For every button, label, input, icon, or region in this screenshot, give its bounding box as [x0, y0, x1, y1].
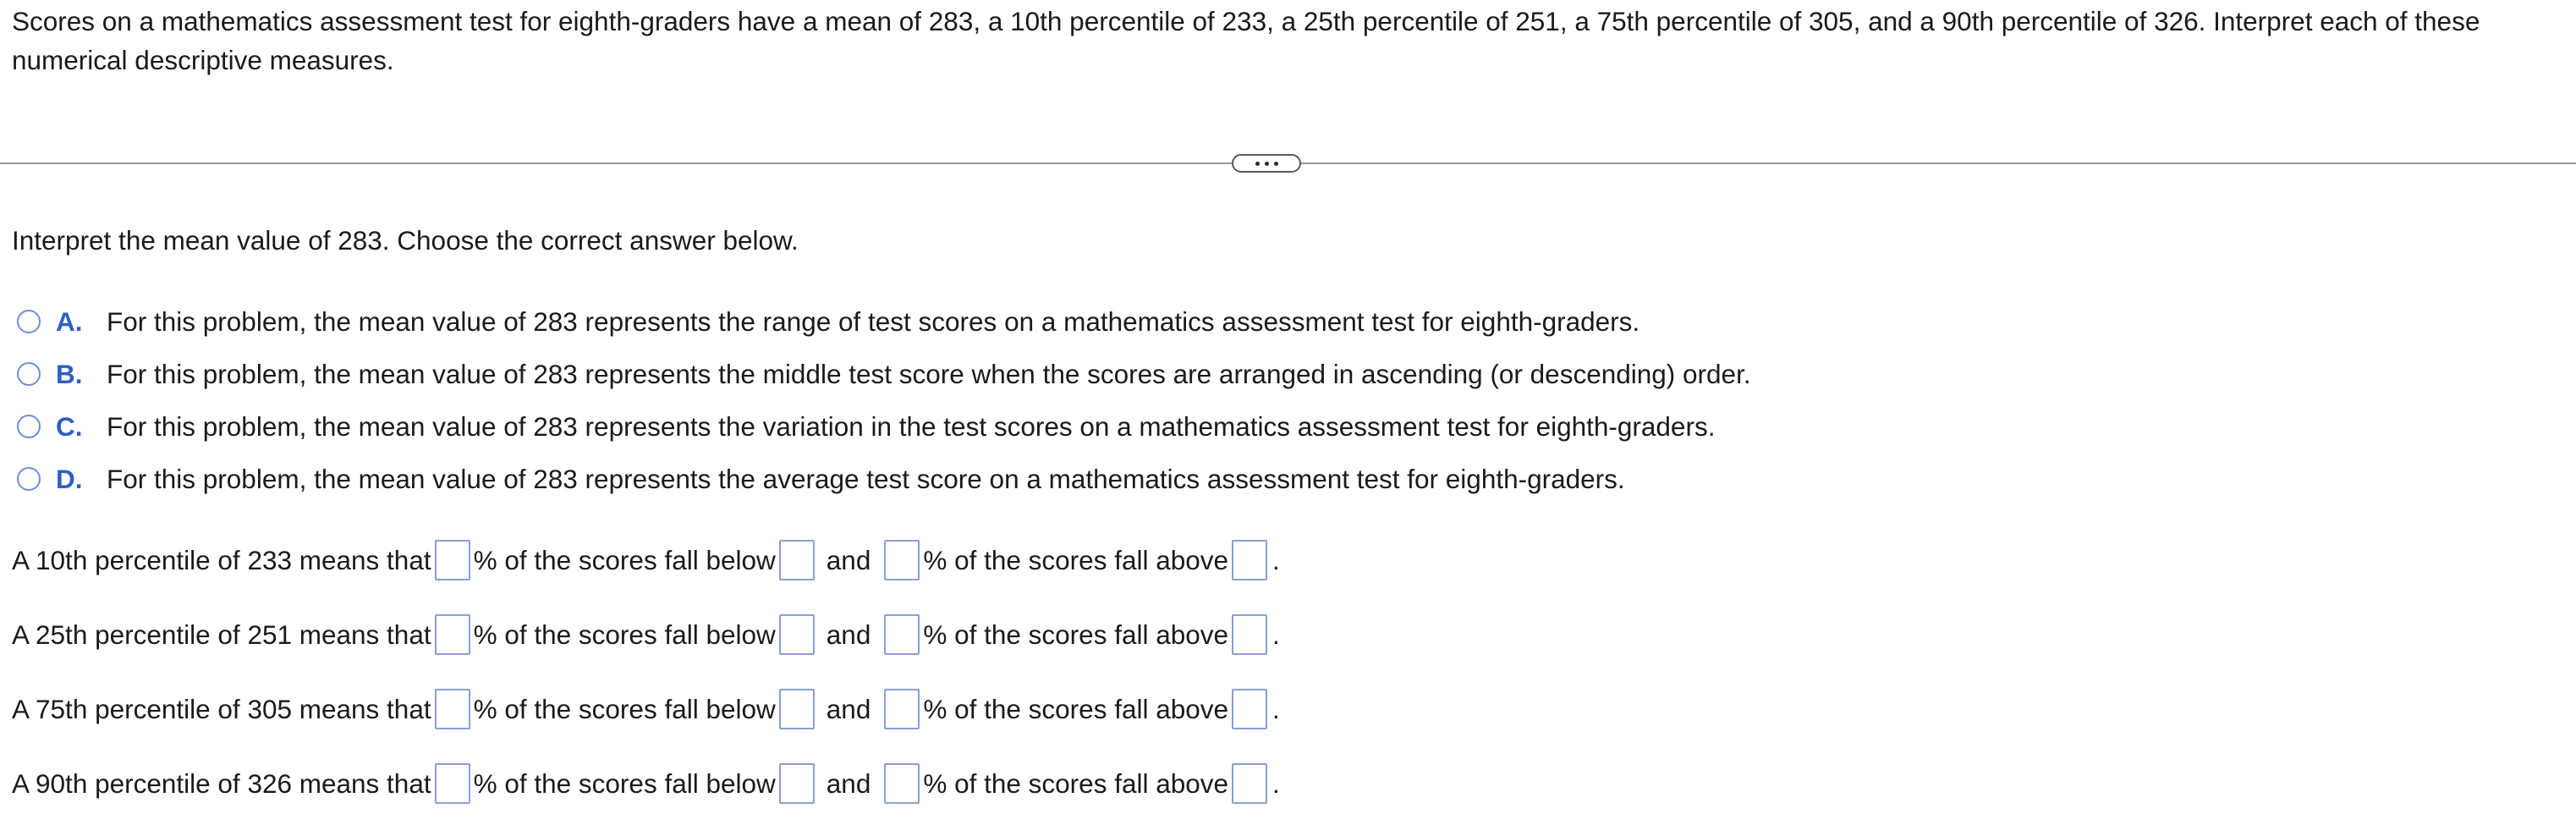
- percent-below-input[interactable]: [435, 689, 470, 729]
- percent-above-input[interactable]: [884, 689, 920, 729]
- period: .: [1272, 767, 1280, 799]
- question-text: Scores on a mathematics assessment test for eighth-graders have a mean of 283, a 10th percentile of 233, a 25th percentile of 251, a 75th percentile of 305, and a 90th percentile of 326. Interpret each of these numerical descriptive measures.: [12, 6, 2480, 75]
- choice-a[interactable]: [17, 303, 1640, 340]
- ellipsis-icon: [1265, 162, 1269, 166]
- and-text: and: [826, 767, 871, 799]
- choice-letter: C.: [56, 410, 83, 442]
- percent-above-input[interactable]: [884, 540, 920, 580]
- above-value-input[interactable]: [1232, 763, 1267, 804]
- and-text: and: [826, 693, 871, 724]
- fill-row-75th: [12, 687, 1280, 731]
- above-value-input[interactable]: [1232, 689, 1267, 729]
- row-lead-text: A 25th percentile of 251 means that: [12, 619, 431, 650]
- below-value-input[interactable]: [779, 540, 815, 580]
- part-prompt: Interpret the mean value of 283. Choose the correct answer below.: [12, 225, 799, 256]
- percent-below-input[interactable]: [435, 540, 470, 580]
- choice-letter: D.: [56, 463, 83, 494]
- choice-text: For this problem, the mean value of 283 represents the variation in the test scores on a mathematics assessment test for eighth-graders.: [107, 410, 1716, 442]
- choice-d[interactable]: [17, 460, 1625, 498]
- percent-above-input[interactable]: [884, 763, 920, 804]
- below-text: % of the scores fall below: [473, 767, 776, 799]
- choice-c[interactable]: [17, 408, 1715, 445]
- below-value-input[interactable]: [779, 614, 815, 655]
- and-text: and: [826, 544, 871, 575]
- row-lead-text: A 10th percentile of 233 means that: [12, 544, 431, 575]
- above-text: % of the scores fall above: [923, 619, 1229, 650]
- expand-button[interactable]: [1232, 154, 1301, 173]
- below-text: % of the scores fall below: [473, 619, 776, 650]
- period: .: [1272, 693, 1280, 724]
- ellipsis-icon: [1274, 162, 1278, 166]
- radio-circle-icon[interactable]: [17, 310, 41, 333]
- below-text: % of the scores fall below: [473, 544, 776, 575]
- fill-row-25th: [12, 613, 1280, 657]
- choice-text: For this problem, the mean value of 283 represents the middle test score when the scores are arranged in ascending (or descending) order.: [107, 358, 1751, 389]
- period: .: [1272, 544, 1280, 575]
- radio-circle-icon[interactable]: [17, 415, 41, 438]
- choice-b[interactable]: [17, 355, 1751, 393]
- percent-above-input[interactable]: [884, 614, 920, 655]
- choice-letter: B.: [56, 358, 83, 389]
- percent-below-input[interactable]: [435, 614, 470, 655]
- radio-circle-icon[interactable]: [17, 362, 41, 386]
- fill-row-10th: [12, 538, 1280, 582]
- below-value-input[interactable]: [779, 763, 815, 804]
- percent-below-input[interactable]: [435, 763, 470, 804]
- below-text: % of the scores fall below: [473, 693, 776, 724]
- row-lead-text: A 90th percentile of 326 means that: [12, 767, 431, 799]
- above-value-input[interactable]: [1232, 540, 1267, 580]
- above-value-input[interactable]: [1232, 614, 1267, 655]
- fill-row-90th: [12, 762, 1280, 806]
- above-text: % of the scores fall above: [923, 767, 1229, 799]
- period: .: [1272, 619, 1280, 650]
- ellipsis-icon: [1255, 162, 1260, 166]
- above-text: % of the scores fall above: [923, 544, 1229, 575]
- choice-letter: A.: [56, 305, 83, 337]
- choice-text: For this problem, the mean value of 283 represents the average test score on a mathematics assessment test for eighth-graders.: [107, 463, 1625, 494]
- choice-text: For this problem, the mean value of 283 represents the range of test scores on a mathematics assessment test for eighth-graders.: [107, 305, 1640, 337]
- radio-circle-icon[interactable]: [17, 467, 41, 491]
- row-lead-text: A 75th percentile of 305 means that: [12, 693, 431, 724]
- above-text: % of the scores fall above: [923, 693, 1229, 724]
- and-text: and: [826, 619, 871, 650]
- below-value-input[interactable]: [779, 689, 815, 729]
